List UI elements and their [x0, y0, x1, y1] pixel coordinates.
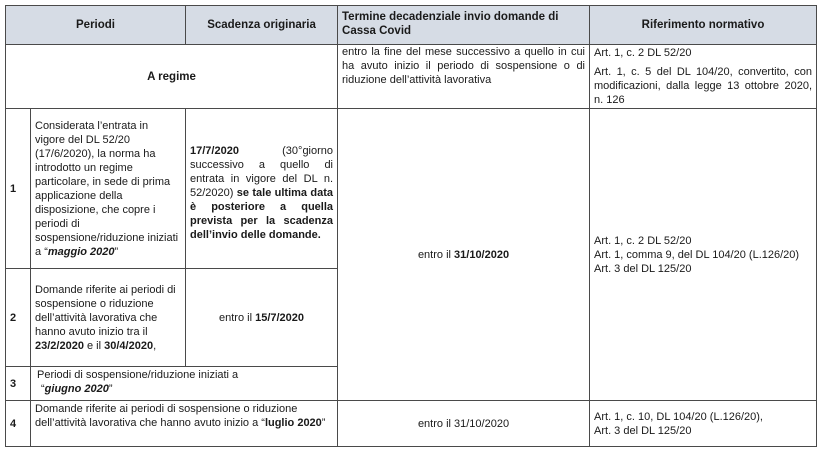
shared-rif-3: Art. 3 del DL 125/20 [594, 262, 692, 275]
table-row-4 [6, 401, 817, 447]
header-scadenza: Scadenza originaria [186, 6, 338, 45]
row4-periodo-text: Domande riferite ai periodi di sospensione o riduzione dell’attività lavorativa che hanno avuto inizio a [35, 403, 298, 429]
row2-scad-date: 15/7/2020 [255, 311, 305, 324]
row2-scad-prefix: entro il [219, 311, 253, 324]
shared-termine [338, 109, 590, 401]
row2-date-1: 23/2/2020 [35, 339, 84, 352]
row4-quote-open: “ [261, 417, 265, 429]
row-number-3: 3 [6, 367, 31, 401]
header-termine-label: Termine decadenziale invio domande di Cassa Covid [342, 11, 559, 37]
row2-scadenza [186, 269, 338, 367]
row4-riferimento [590, 401, 817, 447]
cassa-covid-deadlines-table [5, 5, 817, 447]
row1-scadenza [186, 109, 338, 269]
regime-row [6, 45, 817, 109]
row4-termine: entro il 31/10/2020 [338, 401, 590, 447]
header-riferimento: Riferimento normativo [590, 6, 817, 45]
table-row-1 [6, 109, 817, 269]
shared-rif-2: Art. 1, comma 9, del DL 104/20 (L.126/20) [594, 248, 800, 261]
regime-label: A regime [6, 45, 338, 109]
row3-quote-close: ” [108, 383, 113, 395]
row2-periodo [31, 269, 186, 367]
row3-periodo-month: giugno 2020 [44, 383, 109, 395]
row4-periodo [31, 401, 338, 447]
regime-riferimento [590, 45, 817, 109]
row3-periodo-text: Periodi di sospensione/riduzione iniziati a [37, 369, 239, 381]
row3-month-line [37, 382, 333, 396]
regime-rif-2: Art. 1, c. 5 del DL 104/20, convertito, con modificazioni, dalla legge 13 ottobre 2020, n. 126 [594, 66, 813, 106]
row3-quote-open: “ [41, 383, 45, 395]
shared-rif-1: Art. 1, c. 2 DL 52/20 [594, 234, 692, 247]
row-number-1: 1 [6, 109, 31, 269]
row4-rif-1: Art. 1, c. 10, DL 104/20 (L.126/20), [594, 410, 763, 423]
shared-termine-prefix: entro il [417, 248, 451, 261]
row1-periodo-month: maggio 2020 [47, 245, 115, 258]
header-termine [338, 6, 590, 45]
row-number-2: 2 [6, 269, 31, 367]
row4-periodo-month: luglio 2020 [264, 417, 322, 429]
row4-rif-2: Art. 3 del DL 125/20 [594, 424, 692, 437]
row2-date-2: 30/4/2020 [104, 339, 154, 352]
regime-termine: entro la fine del mese successivo a quello in cui ha avuto inizio il periodo di sospensione o di riduzione dell’attività lavorativa [338, 45, 590, 109]
row-number-4: 4 [6, 401, 31, 447]
row1-scad-text: (30°giorno successivo a quello di entrata in vigore del DL n. 52/2020) [190, 145, 334, 199]
row1-periodo-text: Considerata l’entrata in vigore del DL 52/20 (17/6/2020), la norma ha introdotto un regime particolare, in sede di prima applicazione della disposizione, che copre i periodi di sospensione/riduzione iniziati a [35, 119, 179, 258]
row1-scad-date: 17/7/2020 [190, 145, 239, 157]
row2-joiner: e il [87, 339, 102, 352]
row2-date-tail: , [153, 339, 157, 352]
row2-periodo-text: Domande riferite ai periodi di sospensione o riduzione dell’attività lavorativa che hanno avuto inizio tra il [35, 283, 176, 338]
row1-periodo [31, 109, 186, 269]
row3-periodo [31, 367, 338, 401]
shared-termine-date: 31/10/2020 [454, 248, 510, 261]
row1-quote-close: ” [114, 245, 119, 258]
row1-quote-open: “ [44, 245, 48, 258]
row4-quote-close: ” [321, 417, 326, 429]
row1-scad-bold: se tale ultima data è posteriore a quella prevista per la scadenza dell’invio delle domande. [190, 187, 334, 241]
shared-riferimento [590, 109, 817, 401]
header-periodi: Periodi [6, 6, 186, 45]
header-row [6, 6, 817, 45]
regime-rif-1: Art. 1, c. 2 DL 52/20 [594, 47, 692, 59]
